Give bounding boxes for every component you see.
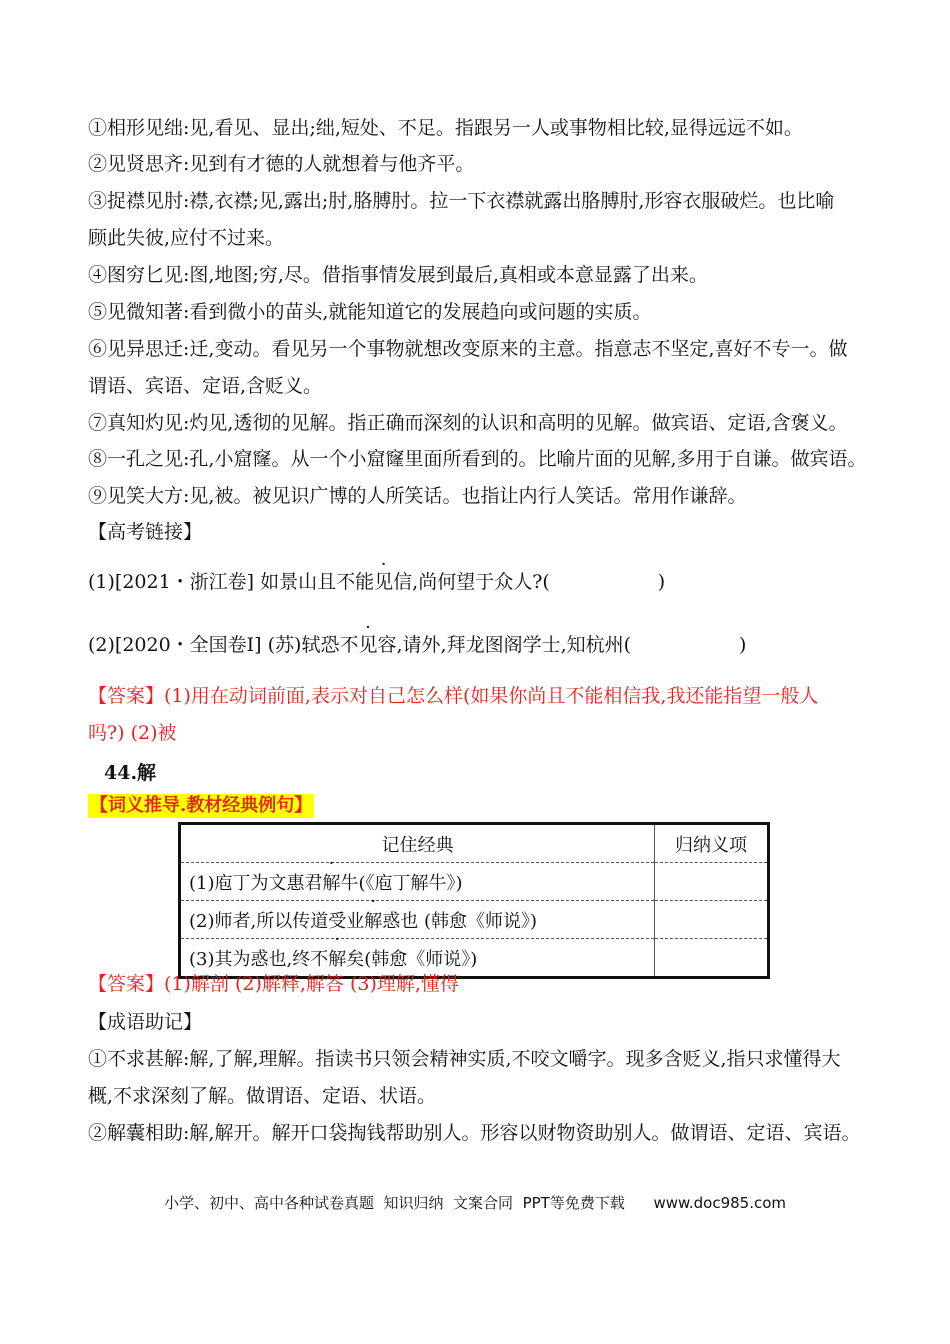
- meaning-cell: [655, 863, 769, 901]
- example-cell: [180, 901, 655, 939]
- section-title: 44.解: [104, 762, 157, 784]
- q2-suffix: 容,请外,拜龙图阁学士,知杭州(: [377, 634, 632, 656]
- idiom-line-3: ③捉襟见肘:襟,衣襟;见,露出;肘,胳膊肘。拉一下衣襟就露出胳膊肘,形容衣服破烂。也比喻: [88, 190, 835, 212]
- example-table: [178, 822, 770, 979]
- q1-prefix: (1)[2021・浙江卷] 如景山且不能: [88, 571, 375, 593]
- q2-prefix: (2)[2020・全国卷Ⅰ] (苏)轼恐不: [88, 634, 359, 656]
- idiom-line-3-cont: 顾此失彼,应付不过来。: [88, 227, 285, 249]
- gaokao-heading: 【高考链接】: [88, 521, 203, 543]
- idiom-line-jie-1-cont: 概,不求深刻了解。做谓语、定语、状语。: [88, 1085, 437, 1107]
- meaning-cell: [655, 901, 769, 939]
- idiom-line-jie-1: ①不求甚解:解,了解,理解。指读书只领会精神实质,不咬文嚼字。现多含贬义,指只求懂得大: [88, 1048, 841, 1070]
- example-suffix: 矣(韩愈《师说》): [346, 949, 478, 970]
- example-dotted-char: 解: [322, 873, 341, 894]
- gaokao-question-1: [88, 570, 880, 594]
- highlight-heading: 【词义推导.教材经典例句】: [90, 795, 313, 816]
- idiom-line-5: ⑤见微知著:看到微小的苗头,就能知道它的发展趋向或问题的实质。: [88, 301, 652, 323]
- idiom-line-8: ⑧一孔之见:孔,小窟窿。从一个小窟窿里面所看到的。比喻片面的见解,多用于自谦。做宾语。: [88, 448, 867, 470]
- idiom-line-4: ④图穷匕见:图,地图;穷,尽。借指事情发展到最后,真相或本意显露了出来。: [88, 264, 708, 286]
- example-dotted-char: 解: [364, 911, 383, 932]
- table-header-left: 记住经典: [381, 835, 454, 856]
- idiom-line-9: ⑨见笑大方:见,被。被见识广博的人所笑话。也指让内行人笑话。常用作谦辞。: [88, 485, 747, 507]
- idiom-line-jie-2: ②解囊相助:解,解开。解开口袋掏钱帮助别人。形容以财物资助别人。做谓语、定语、宾语。: [88, 1122, 861, 1144]
- table-row: [180, 863, 769, 901]
- gaokao-answer-line-1: 【答案】(1)用在动词前面,表示对自己怎么样(如果你尚且不能相信我,我还能指望一般人: [88, 685, 819, 707]
- example-prefix: (2)师者,所以传道受业: [189, 911, 365, 932]
- q1-close: ): [657, 571, 666, 593]
- idiom-heading: 【成语助记】: [88, 1011, 203, 1033]
- example-suffix: 牛(《庖丁解牛》): [340, 873, 463, 894]
- gaokao-question-2: [88, 633, 880, 657]
- idiom-line-6-cont: 谓语、宾语、定语,含贬义。: [88, 375, 323, 397]
- example-prefix: (3)其为惑也,终不: [189, 949, 329, 970]
- q1-suffix: 信,尚何望于众人?(: [393, 571, 550, 593]
- table-header-row: [180, 824, 769, 863]
- example-cell: [180, 863, 655, 901]
- example-prefix: (1)庖丁为文惠君: [189, 873, 323, 894]
- table-row: [180, 901, 769, 939]
- example-suffix: 惑也 (韩愈《师说》): [382, 911, 537, 932]
- gaokao-answer-line-2: 吗?) (2)被: [88, 722, 177, 744]
- q2-close: ): [739, 634, 747, 656]
- idiom-line-6: ⑥见异思迁:迁,变动。看见另一个事物就想改变原来的主意。指意志不坚定,喜好不专一。做: [88, 338, 848, 360]
- example-dotted-char: 解: [328, 949, 347, 970]
- idiom-line-1: ①相形见绌:见,看见、显出;绌,短处、不足。指跟另一人或事物相比较,显得远远不如。: [88, 117, 803, 139]
- q1-dotted-char: 见: [374, 571, 394, 593]
- table-header-right: 归纳义项: [655, 824, 769, 863]
- section-answer: 【答案】(1)解剖 (2)解释,解答 (3)理解,懂得: [88, 973, 459, 995]
- page-footer: 小学、初中、高中各种试卷真题 知识归纳 文案合同 PPT等免费下载 www.doc985.com: [163, 1194, 787, 1212]
- idiom-line-2: ②见贤思齐:见到有才德的人就想着与他齐平。: [88, 153, 475, 175]
- q2-dotted-char: 见: [358, 634, 378, 656]
- idiom-line-7: ⑦真知灼见:灼见,透彻的见解。指正确而深刻的认识和高明的见解。做宾语、定语,含褒义。: [88, 412, 848, 434]
